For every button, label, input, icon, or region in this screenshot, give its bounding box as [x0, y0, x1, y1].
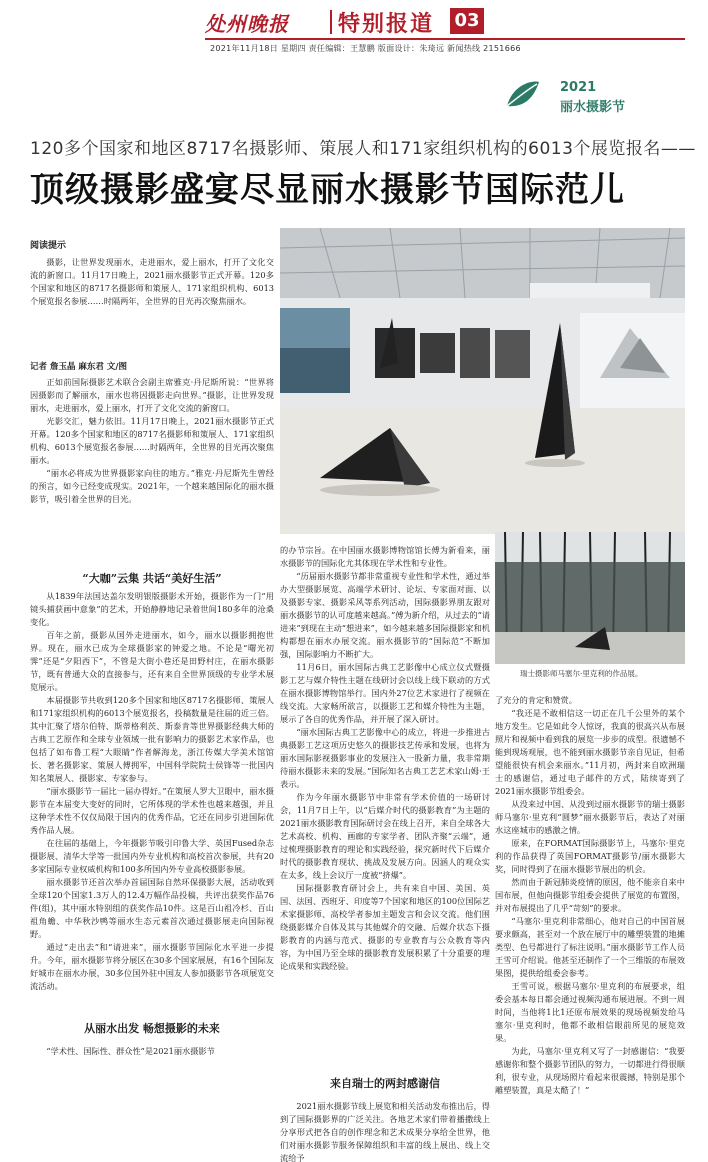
paragraph: 原来，在FORMAT国际摄影节上，马塞尔·里克利的作品获得了英国FORMAT摄影节/丽水摄影大奖，同时得到了在丽水摄影节展出的机会。 — [495, 838, 685, 874]
paragraph: 本届摄影节共收到120多个国家和地区8717名摄影师、策展人和171家组织机构的6013个展览报名，投稿数量是往届的近三倍。其中汇聚了塔尔伯特、斯蒂格利茨、斯泰肯等世界摄影经典大师的古典工艺原作和全球专业领域一批有影响力的摄影艺术家作品，也包括了如布鲁工程“大眼睛”作者解海龙，浙江传媒大学美术馆馆长、著名摄影家、策展人傅拥军，中国科学院院士侯锋等一批国内知名策展人、摄影家、专家参与。 — [30, 695, 274, 783]
paragraph: 了充分的肯定和赞赏。 — [495, 695, 577, 705]
forest-installation-photo — [495, 532, 685, 664]
paragraph: 王雪可说，根据马塞尔·里克利的布展要求，组委会基本每日都会通过视频沟通布展进展。不到一周时间，当他将1比1还原布展效果的现场视频发给马塞尔·里克利时，他都不敢相信眼前所见的展览效果。 — [495, 981, 685, 1043]
paragraph: 的办节宗旨。在中国丽水摄影博物馆馆长傅为新看来，丽水摄影节的国际化尤其体现在学术性和专业性。 — [280, 545, 490, 568]
subheading-3: 来自瑞士的两封感谢信 — [330, 1077, 440, 1090]
page-number: 03 — [450, 8, 484, 34]
subheading-1: “大咖”云集 共话“美好生活” — [82, 572, 222, 585]
paragraph: 然而由于新冠肺炎疫情的原因，他不能亲自来中国布展，但他向摄影节组委会提供了展览的布置图，并对布展提出了几乎“苛刻”的要求。 — [495, 877, 685, 913]
festival-name: 丽水摄影节 — [560, 100, 626, 115]
paragraph: “丽水摄影节一届比一届办得好。”在策展人罗大卫眼中，丽水摄影节在本届变大变好的同时，它所体现的学术性也越来越强，并且这种学术性不仅仅局限于国内的优秀作品，它还在同步引进国际优秀作品人展。 — [30, 786, 274, 835]
paragraph: 百年之前，摄影从国外走进丽水，如今，丽水以摄影拥抱世界。现在，丽水已成为全球摄影家的钟爱之地。不论是“曙光初霁”还是“夕阳西下”，不管是大街小巷还是田野村庄，在丽水摄影节，既有普通大众的直接参与，还有来自全世界顶级的专业学术展览展示。 — [30, 630, 274, 692]
paragraph: “历届丽水摄影节都非常重视专业性和学术性，通过举办大型摄影展览、高端学术研讨、论坛、专家面对面、以及摄影专家、摄影采风等系列活动，国际摄影界朋友跟对丽水摄影节的认可度越来越高。”傅为新介绍，从过去的“请进来”到现在主动“想进来”，如今越来越多国际摄影家和机构都想在丽水办展交流。丽水摄影节的“国际范”不断加强，国际影响力不断扩大。 — [280, 571, 490, 659]
festival-leaf-icon — [503, 76, 543, 116]
column-3-body — [495, 694, 685, 1097]
column-2-end — [280, 1100, 490, 1162]
subheading-2: 从丽水出发 畅想摄影的未来 — [84, 1022, 220, 1035]
lead-paragraph: 摄影，让世界发现丽水，走进丽水，爱上丽水，打开了文化交流的新窗口。11月17日晚上，2021丽水摄影节正式开幕。120多个国家和地区的8717名摄影师和策展人、171家组织机构、6013个展览报名参展……时隔两年，全世界的目光再次聚焦丽水。 — [30, 257, 274, 306]
festival-year: 2021 — [560, 80, 597, 95]
paragraph: 通过“走出去”和“请进来”，丽水摄影节国际化水平进一步提升。今年，丽水摄影节将分展区在30多个国家展展，有16个国际友好城市在丽水办展，30多位国外驻中国友人参加摄影节各项展览交流活动。 — [30, 942, 274, 991]
paragraph: “马塞尔·里克利非常细心，他对自己的中国首展要求颇高，甚至对一个放在展厅中的雕塑装置的地摊类型、色号都进行了标注说明。”丽水摄影节工作人员王雪可介绍说。他甚至还制作了一个三维版的布展效果图，提供给组委会参考。 — [495, 916, 685, 978]
header-rule — [205, 38, 685, 40]
newspaper-title: 处州晚报 — [205, 12, 289, 36]
article-subtitle: 120多个国家和地区8717名摄影师、策展人和171家组织机构的6013个展览报名—— — [30, 139, 696, 159]
column-1-end — [30, 1045, 274, 1058]
column-1-body — [30, 590, 274, 993]
paragraph: 2021丽水摄影节线上展览和相关活动发布推出后，得到了国际摄影界的广泛关注。各地艺术家们带着播撒线上分享形式把各自的创作理念和艺术成果分享给全世界，他们对丽水摄影节服务保障组织和丰富的线上展出、线上交流给予 — [280, 1101, 490, 1162]
paragraph: 作为今年丽水摄影节中非常有学术价值的一场研讨会，11月7日上午，以“后媒介时代的摄影教育”为主题的2021丽水摄影教育国际研讨会在线上召开，来自全球各大艺术高校、机构、画廊的专家学者、团队齐聚“云端”，通过梳理摄影教育的理论和实践经验，探究新时代下后媒介时代的摄影教育现状、挑战及发展方向。因涵人的观众实在太多，线上会议厅一度被“挤爆”。 — [280, 792, 490, 880]
paragraph: 从1839年法国达盖尔发明银版摄影术开始，摄影作为一门“用镜头捕获画中意象”的艺术，开始静静地记录着世间180多年的沧桑变化。 — [30, 591, 274, 627]
paragraph: “丽水必将成为世界摄影家向往的地方。”雅克·丹尼斯先生曾经的预言，如今已经变成现实。2021年，一个越来越国际化的丽水摄影节，吸引着全世界的目光。 — [30, 468, 274, 504]
paragraph: 国际摄影教育研讨会上，共有来自中国、美国、英国、法国、西班牙、印度等7个国家和地区的100位国际艺术家摄影师、高校学者参加主题发言和会议交流。他们围绕摄影媒介自体及其与其他媒介的交融、后媒介状态下摄影教育的内涵与范式、摄影的专业教育与公众教育等内容，为中国乃至全球的摄影教育发展积累了十分重要的理论成果和实践经验。 — [280, 883, 490, 971]
column-2-body — [280, 544, 490, 973]
photo-caption: 瑞士摄影师马塞尔·里克利的作品展。 — [520, 669, 643, 678]
paragraph: “学术性、国际性、群众性”是2021丽水摄影节 — [46, 1046, 215, 1056]
paragraph: 11月6日，丽水国际古典工艺影像中心成立仪式暨摄影工艺与媒介特性主题在线研讨会以线上线下联动的方式在丽水摄影博物馆举行。国内外27位艺术家进行了视频在线交流。大家畅所欲言，以摄影工艺和媒介特性为主题，展示了各自的优秀作品，并开展了深入研讨。 — [280, 662, 490, 724]
paragraph: 正如前国际摄影艺术联合会副主席雅克·丹尼斯所说：“世界将因摄影而了解丽水，丽水也将因摄影走向世界。”摄影，让世界发现丽水，走进丽水，爱上丽水，打开了文化交流的新窗口。 — [30, 377, 274, 413]
header-meta: 2021年11月18日 星期四 责任编辑：王慧鹏 版面设计：朱琦远 新闻热线 2151666 — [210, 44, 521, 53]
paragraph: “丽水国际古典工艺影像中心的成立，将进一步推进古典摄影工艺这项历史悠久的摄影技艺传承和发展，也将为丽水国际影视摄影事业的发展注入一股新力量，我非常期待丽水摄影未来的发展。”国际知名古典工艺艺术家山姆·王表示。 — [280, 727, 490, 789]
lead-text — [30, 256, 274, 308]
exhibition-hall-photo — [280, 228, 685, 534]
paragraph: 在往届的基础上，今年摄影节吸引印鲁大学、英国Fused杂志摄影展、清华大学等一批国内外专业机构和高校首次参展，共有20多家国际专业权威机构和100多所国内外专业高校摄影参展。 — [30, 838, 274, 874]
paragraph: 光影交汇，魅力依旧。11月17日晚上，2021丽水摄影节正式开幕。120多个国家和地区的8717名摄影师和策展人、171家组织机构、6013个展览报名参展……时隔两年，全世界的目光再次聚焦丽水。 — [30, 416, 274, 465]
header-divider — [330, 10, 332, 34]
byline: 记者 詹玉晶 麻东君 文/图 — [30, 362, 127, 372]
section-title: 特别报道 — [338, 11, 435, 37]
lead-heading: 阅读提示 — [30, 241, 67, 251]
paragraph: 为此，马塞尔·里克利又写了一封感谢信：“我要感谢你和整个摄影节团队的努力，一切都进行得很顺利，很专业，从现场照片看起来很震撼，特别是那个雕塑装置，真是太酷了！” — [495, 1046, 685, 1095]
article-title: 顶级摄影盛宴尽显丽水摄影节国际范儿 — [30, 170, 625, 210]
paragraph: 从没来过中国、从没到过丽水摄影节的瑞士摄影师马塞尔·里克利“圆梦”丽水摄影节后，表达了对丽水这座城市的感激之情。 — [495, 799, 685, 835]
paragraph: 丽水摄影节还首次举办首届国际自然环保摄影大展，活动收到全球120个国家1.3万人的12.4万幅作品投稿，共评出获奖作品76件(组)，其中丽水特别组的获奖作品10件。这是百山祖冷杉、百山祖角蟾、中华秋沙鸭等丽水生态元素首次通过摄影展走向国际视野。 — [30, 877, 274, 939]
paragraph: “我还是不敢相信这一切正在几千公里外的某个地方发生。它是如此令人惊讶，我真的很高兴从布展照片和视频中看到我的展览一步步的成型。很遗憾不能到现场观展，也不能到丽水摄影节亲自见证，但希望能很快有机会来丽水。”11月初，两封来自欧洲瑞士的感谢信，通过电子邮件的方式，陆续寄到了2021丽水摄影节组委会。 — [495, 708, 685, 796]
column-1-intro — [30, 376, 274, 506]
